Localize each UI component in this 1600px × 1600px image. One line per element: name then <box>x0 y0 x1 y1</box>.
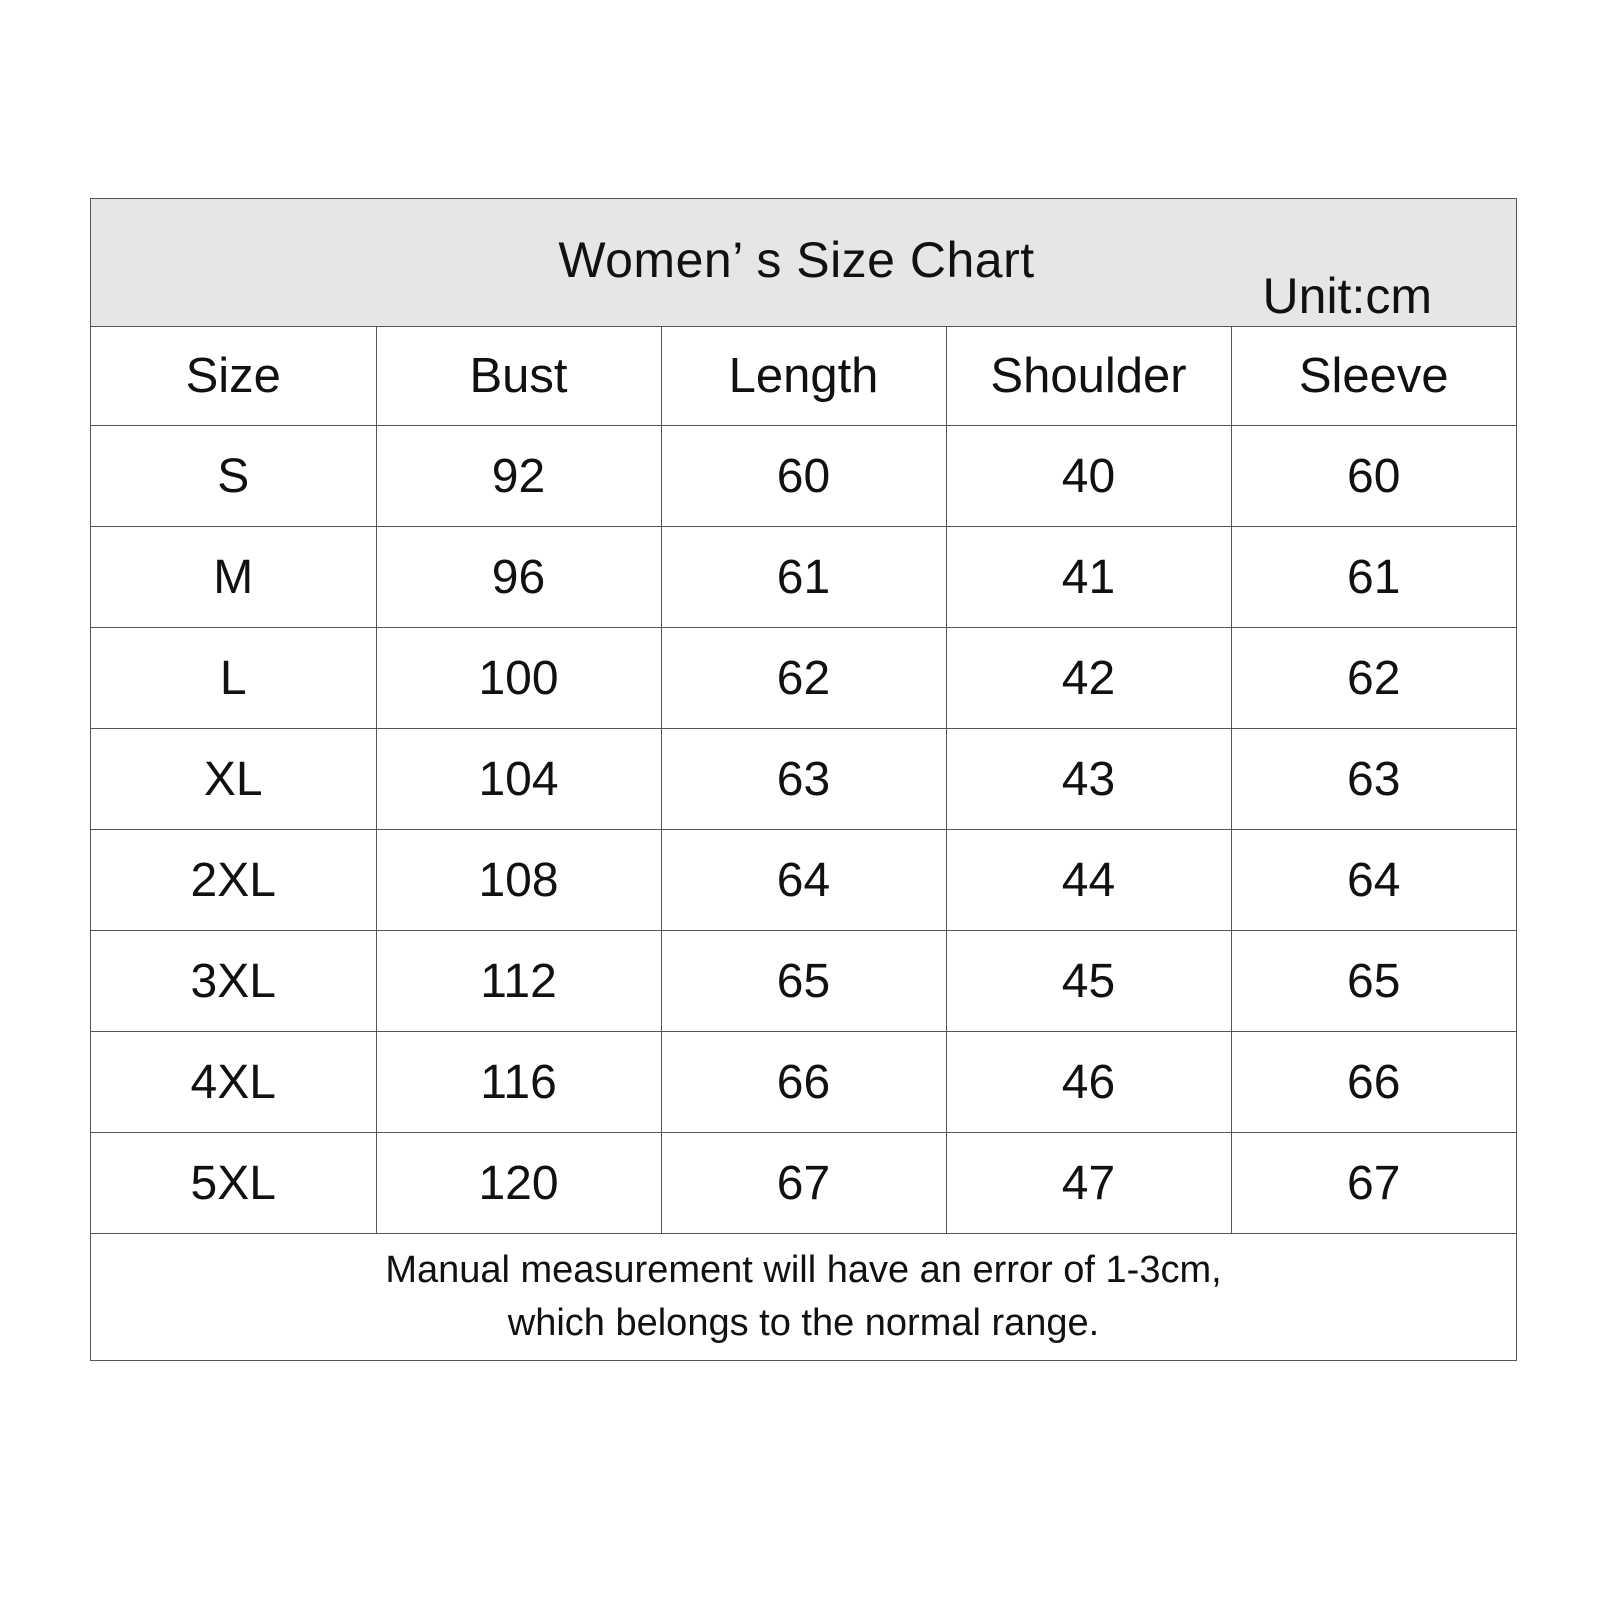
size-cell: L <box>91 628 376 729</box>
shoulder-cell: 44 <box>946 830 1231 931</box>
chart-header <box>91 199 1516 327</box>
column-header-length: Length <box>661 327 946 426</box>
table-row <box>91 527 1516 628</box>
size-table <box>91 327 1516 1234</box>
header-row <box>91 327 1516 426</box>
size-chart <box>90 198 1517 1361</box>
bust-cell: 104 <box>376 729 661 830</box>
unit-label: Unit:cm <box>1262 268 1432 324</box>
size-cell: S <box>91 426 376 527</box>
column-header-bust: Bust <box>376 327 661 426</box>
table-row <box>91 830 1516 931</box>
table-row <box>91 1032 1516 1133</box>
note-line: which belongs to the normal range. <box>507 1302 1100 1344</box>
shoulder-cell: 47 <box>946 1133 1231 1234</box>
chart-title: Women’ s Size Chart <box>558 232 1035 288</box>
bust-cell: 100 <box>376 628 661 729</box>
size-cell: 4XL <box>91 1032 376 1133</box>
column-header-sleeve: Sleeve <box>1231 327 1516 426</box>
length-cell: 67 <box>661 1133 946 1234</box>
shoulder-cell: 42 <box>946 628 1231 729</box>
shoulder-cell: 45 <box>946 931 1231 1032</box>
sleeve-cell: 66 <box>1231 1032 1516 1133</box>
size-cell: 3XL <box>91 931 376 1032</box>
shoulder-cell: 43 <box>946 729 1231 830</box>
bust-cell: 96 <box>376 527 661 628</box>
sleeve-cell: 61 <box>1231 527 1516 628</box>
size-cell: M <box>91 527 376 628</box>
size-cell: 5XL <box>91 1133 376 1234</box>
bust-cell: 116 <box>376 1032 661 1133</box>
size-cell: 2XL <box>91 830 376 931</box>
column-header-size: Size <box>91 327 376 426</box>
table-row <box>91 426 1516 527</box>
table-row <box>91 628 1516 729</box>
sleeve-cell: 62 <box>1231 628 1516 729</box>
length-cell: 66 <box>661 1032 946 1133</box>
sleeve-cell: 64 <box>1231 830 1516 931</box>
length-cell: 63 <box>661 729 946 830</box>
shoulder-cell: 46 <box>946 1032 1231 1133</box>
bust-cell: 92 <box>376 426 661 527</box>
length-cell: 64 <box>661 830 946 931</box>
sleeve-cell: 60 <box>1231 426 1516 527</box>
column-header-shoulder: Shoulder <box>946 327 1231 426</box>
shoulder-cell: 41 <box>946 527 1231 628</box>
note-line: Manual measurement will have an error of 1-3cm, <box>385 1249 1222 1291</box>
sleeve-cell: 67 <box>1231 1133 1516 1234</box>
shoulder-cell: 40 <box>946 426 1231 527</box>
sleeve-cell: 65 <box>1231 931 1516 1032</box>
bust-cell: 120 <box>376 1133 661 1234</box>
length-cell: 62 <box>661 628 946 729</box>
measurement-note <box>91 1234 1516 1360</box>
length-cell: 65 <box>661 931 946 1032</box>
table-row <box>91 729 1516 830</box>
size-cell: XL <box>91 729 376 830</box>
bust-cell: 112 <box>376 931 661 1032</box>
bust-cell: 108 <box>376 830 661 931</box>
length-cell: 61 <box>661 527 946 628</box>
table-row <box>91 1133 1516 1234</box>
table-row <box>91 931 1516 1032</box>
length-cell: 60 <box>661 426 946 527</box>
sleeve-cell: 63 <box>1231 729 1516 830</box>
